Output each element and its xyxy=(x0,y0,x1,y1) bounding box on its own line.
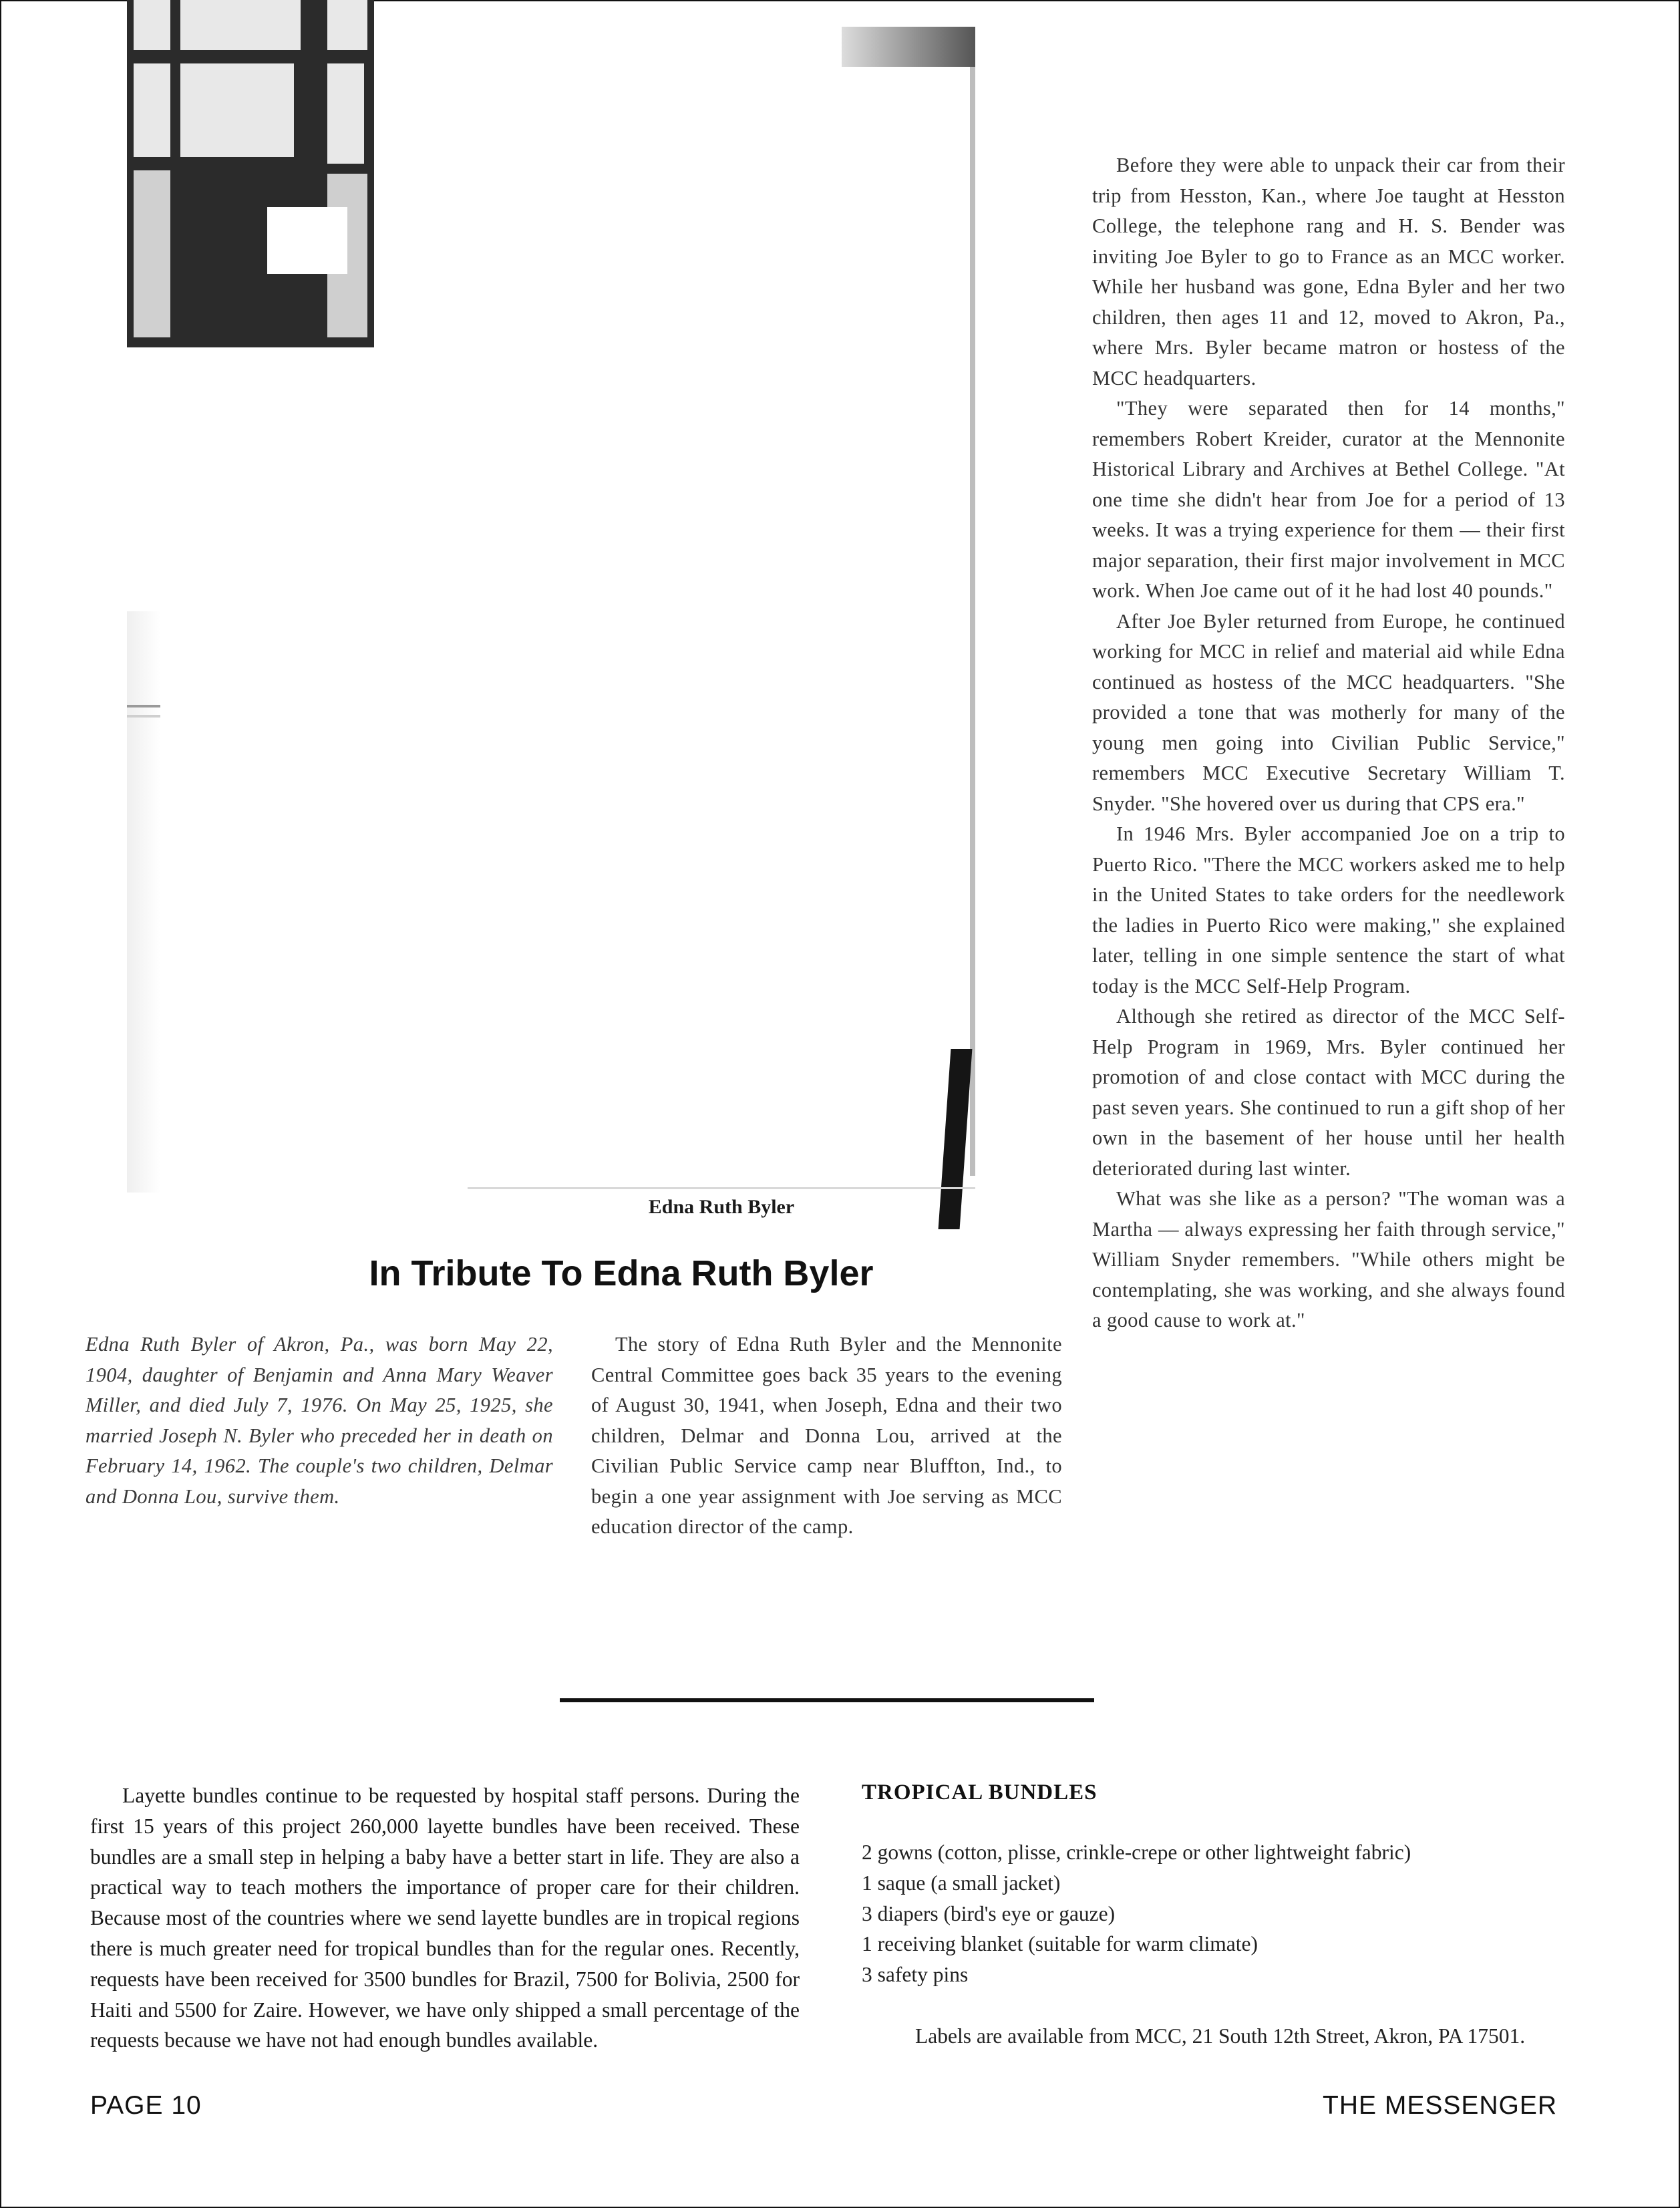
list-item: 1 receiving blanket (suitable for warm climate) xyxy=(862,1932,1258,1956)
article-intro xyxy=(86,1329,553,1512)
article-column-right xyxy=(1092,150,1565,1336)
article-paragraph: Before they were able to unpack their car from their trip from Hesston, Kan., where Joe taught at Hesston College, the telephone rang and H. S. Bender was inviting Joe Byler to go to France as an MCC worker. While her husband was gone, Edna Byler and her two children, then ages 11 and 12, moved to Akron, Pa., where Mrs. Byler became matron or hostess of the MCC headquarters. xyxy=(1092,154,1565,389)
publication-name: THE MESSENGER xyxy=(1323,2091,1558,2120)
article-paragraph: In 1946 Mrs. Byler accompanied Joe on a trip to Puerto Rico. "There the MCC workers asked me to help in the United States to take orders for the needlework the ladies in Puerto Rico were making," she explained later, telling in one simple sentence the start of what today is the MCC Self-Help Program. xyxy=(1092,822,1565,997)
article-paragraph: Although she retired as director of the MCC Self-Help Program in 1969, Mrs. Byler continued her promotion of and close contact with MCC during the past seven years. She continued to run a gift shop of her own in the basement of her house until her health deteriorated during last winter. xyxy=(1092,1005,1565,1180)
page-number: PAGE 10 xyxy=(90,2091,202,2120)
window-photo xyxy=(127,0,374,347)
photo-caption: Edna Ruth Byler xyxy=(648,1196,795,1218)
labels-note xyxy=(862,2021,1570,2052)
layette-paragraph: Layette bundles continue to be requested by hospital staff persons. During the first 15 years of this project 260,000 layette bundles have been received. These bundles are a small step in helping a baby have a better start in life. They are also a practical way to teach mothers the importance of proper care for their children. Because most of the countries where we send layette bundles are in tropical regions there is much greater need for tropical bundles than for the regular ones. Recently, requests have been received for 3500 bundles for Brazil, 7500 for Bolivia, 2500 for Haiti and 5500 for Zaire. However, we have only shipped a small percentage of the requests because we have not had enough bundles available. xyxy=(90,1784,800,2052)
article-paragraph: After Joe Byler returned from Europe, he continued working for MCC in relief and material aid while Edna continued as hostess of the MCC headquarters. "She provided a tone that was motherly for many of the young men going into Civilian Public Service," remembers MCC Executive Secretary William T. Snyder. "She hovered over us during that CPS era." xyxy=(1092,609,1565,815)
labels-address: Labels are available from MCC, 21 South 12th Street, Akron, PA 17501. xyxy=(915,2024,1526,2048)
section-divider xyxy=(560,1698,1094,1702)
list-item: 3 safety pins xyxy=(862,1963,969,1987)
list-item: 3 diapers (bird's eye or gauze) xyxy=(862,1901,1116,1925)
photo-fragment xyxy=(127,611,160,1193)
article-paragraph: The story of Edna Ruth Byler and the Mennonite Central Committee goes back 35 years to the evening of August 30, 1941, when Joseph, Edna and their two children, Delmar and Donna Lou, arrived at the Civilian Public Service camp near Bluffton, Ind., to begin a one year assignment with Joe serving as MCC education director of the camp. xyxy=(591,1333,1062,1538)
article-paragraph: "They were separated then for 14 months," remembers Robert Kreider, curator at the Mennonite Historical Library and Archives at Bethel College. "At one time she didn't hear from Joe for a period of 13 weeks. It was a trying experience for them — their first major separation, their first major involvement in MCC work. When Joe came out of it he had lost 40 pounds." xyxy=(1092,397,1565,602)
tropical-bundles-heading: TROPICAL BUNDLES xyxy=(862,1780,1098,1804)
list-item: 2 gowns (cotton, plisse, crinkle-crepe or other lightweight fabric) xyxy=(862,1841,1411,1864)
list-item: 1 saque (a small jacket) xyxy=(862,1871,1061,1895)
article-paragraph: What was she like as a person? "The woman was a Martha — always expressing her faith through service," William Snyder remembers. "While others might be contemplating, she was working, and she always found a good cause to work at." xyxy=(1092,1187,1565,1331)
tropical-bundles-list xyxy=(862,1837,1570,1990)
article-column-middle xyxy=(591,1329,1062,1543)
intro-paragraph: Edna Ruth Byler of Akron, Pa., was born May 22, 1904, daughter of Benjamin and Anna Mary Weaver Miller, and died July 7, 1976. On May 25, 1925, she married Joseph N. Byler who preceded her in death on February 14, 1962. The couple's two children, Delmar and Donna Lou, survive them. xyxy=(86,1333,553,1508)
layette-article xyxy=(90,1780,800,2056)
portrait-photo xyxy=(468,40,975,1189)
article-title: In Tribute To Edna Ruth Byler xyxy=(369,1253,874,1293)
